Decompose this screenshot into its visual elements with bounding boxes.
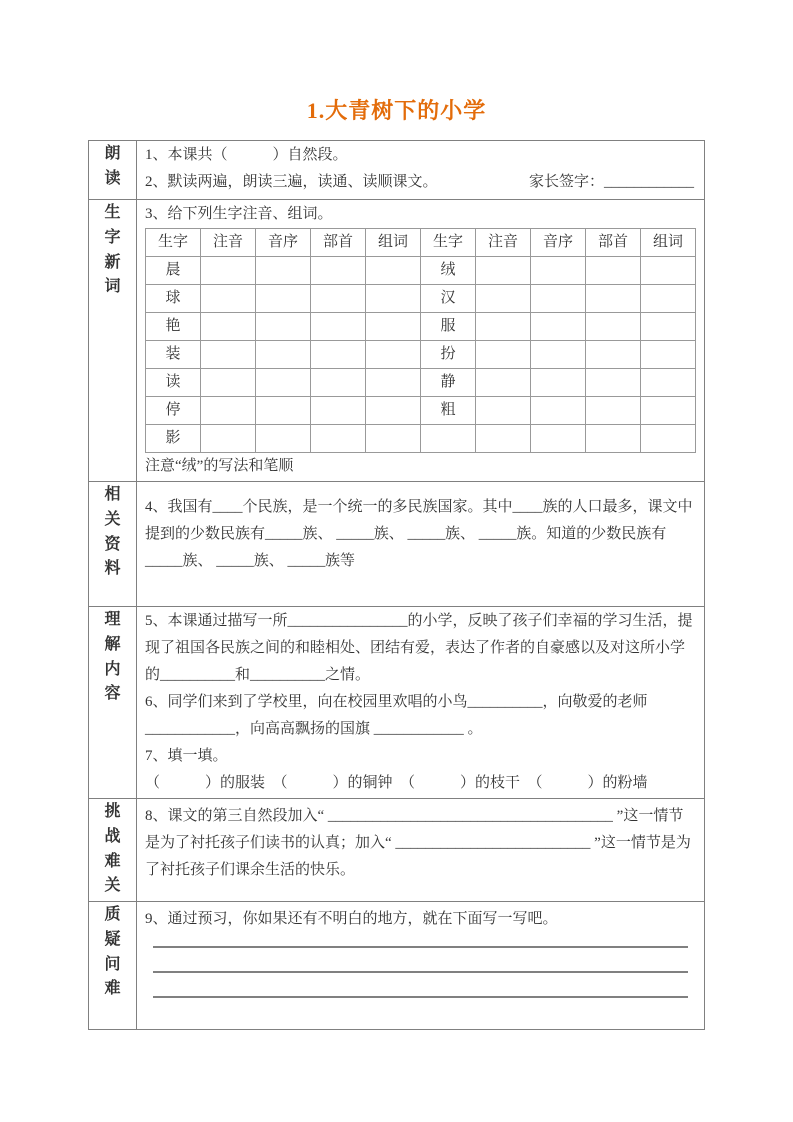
section-shengzi (89, 200, 705, 482)
char-table-cell: 晨 (146, 257, 201, 285)
char-table-cell (586, 369, 641, 397)
char-table-cell (256, 257, 311, 285)
char-table-cell (256, 341, 311, 369)
char-table-cell: 服 (421, 313, 476, 341)
section-label-cell (89, 141, 137, 200)
section-zhiyi (89, 902, 705, 1030)
char-table-cell (641, 257, 696, 285)
char-table-cell: 球 (146, 285, 201, 313)
char-table-header: 生字 (146, 229, 201, 257)
char-table-header: 部首 (586, 229, 641, 257)
char-table-cell (366, 285, 421, 313)
char-table-cell (256, 313, 311, 341)
char-table-cell (366, 425, 421, 453)
char-table-cell: 停 (146, 397, 201, 425)
char-table-cell (641, 285, 696, 313)
char-table-cell (256, 425, 311, 453)
char-table-cell (366, 397, 421, 425)
char-table-cell (311, 313, 366, 341)
section-label: 挑战难关 (104, 803, 121, 895)
char-table-cell (421, 425, 476, 453)
char-table-note: 注意“绒”的写法和笔顺 (145, 458, 294, 474)
task-7-label: 7、填一填。 (145, 748, 228, 764)
section-label: 相关资料 (104, 486, 121, 578)
task-7-fill: （ ）的服装 （ ）的铜钟 （ ）的枝干 （ ）的粉墙 (145, 775, 648, 791)
char-table-cell (256, 285, 311, 313)
char-table-cell (256, 369, 311, 397)
char-table-header: 部首 (311, 229, 366, 257)
section-label-cell (89, 902, 137, 1030)
task-8-text: 8、课文的第三自然段加入“ ______________________________________ ”这一情节是为了衬托孩子们读书的认真；加入“ __________________________ ”这一情节是为了衬托孩子们课余生活的快乐。 (145, 808, 691, 878)
answer-line (153, 996, 688, 998)
worksheet-table (88, 140, 705, 1030)
char-table (145, 228, 696, 453)
section-content (137, 200, 705, 482)
char-table-cell (476, 397, 531, 425)
char-table-cell: 扮 (421, 341, 476, 369)
char-table-cell (201, 257, 256, 285)
section-langdu (89, 141, 705, 200)
char-table-cell (476, 369, 531, 397)
char-table-cell (586, 257, 641, 285)
task-5-text: 5、本课通过描写一所________________的小学，反映了孩子们幸福的学习生活，提现了祖国各民族之间的和睦相处、团结有爱，表达了作者的自豪感以及对这所小学的__________和__________之情。 (145, 613, 693, 683)
section-content (137, 482, 705, 607)
char-table-cell (311, 341, 366, 369)
char-table-cell (201, 285, 256, 313)
char-table-cell (201, 313, 256, 341)
section-content (137, 607, 705, 799)
char-table-cell (366, 313, 421, 341)
char-table-cell (531, 369, 586, 397)
section-content (137, 799, 705, 902)
char-table-cell: 粗 (421, 397, 476, 425)
char-table-cell (201, 425, 256, 453)
char-table-cell: 影 (146, 425, 201, 453)
task-6-text: 6、同学们来到了学校里，向在校园里欢唱的小鸟__________，向敬爱的老师____________，向高高飘扬的国旗 ____________ 。 (145, 694, 648, 737)
char-table-cell (531, 313, 586, 341)
char-table-cell (641, 397, 696, 425)
section-content (137, 141, 705, 200)
section-label: 朗读 (104, 145, 121, 187)
answer-line (153, 946, 688, 948)
answer-line (153, 971, 688, 973)
section-label: 理解内容 (104, 611, 121, 703)
char-table-cell (586, 313, 641, 341)
char-table-cell (641, 341, 696, 369)
char-table-row (146, 369, 696, 397)
section-label-cell (89, 799, 137, 902)
section-tiaozhan (89, 799, 705, 902)
char-table-cell (201, 397, 256, 425)
section-label: 质疑问难 (104, 906, 121, 998)
task-9-prompt: 9、通过预习，你如果还有不明白的地方，就在下面写一写吧。 (145, 911, 558, 927)
char-table-row (146, 397, 696, 425)
char-table-header: 音序 (256, 229, 311, 257)
char-table-cell: 绒 (421, 257, 476, 285)
signature-blank: ____________ (604, 174, 694, 190)
char-table-row (146, 341, 696, 369)
parent-signature (529, 169, 696, 196)
answer-lines (145, 946, 696, 998)
section-label-cell (89, 607, 137, 799)
section-label-cell (89, 482, 137, 607)
char-table-cell (531, 397, 586, 425)
char-table-header: 注音 (201, 229, 256, 257)
char-table-cell (366, 257, 421, 285)
char-table-cell (476, 341, 531, 369)
char-table-header: 组词 (366, 229, 421, 257)
char-table-cell (586, 425, 641, 453)
char-table-cell (476, 425, 531, 453)
char-table-cell (531, 341, 586, 369)
char-table-row (146, 425, 696, 453)
char-table-header-row (146, 229, 696, 257)
char-table-cell (366, 341, 421, 369)
section-lijie (89, 607, 705, 799)
char-table-cell (531, 257, 586, 285)
char-table-cell (586, 341, 641, 369)
char-table-cell (256, 397, 311, 425)
char-table-header: 注音 (476, 229, 531, 257)
task-line-1: 1、本课共（ ）自然段。 (145, 147, 348, 163)
char-table-cell (311, 369, 366, 397)
page-title: 1.大青树下的小学 (306, 98, 487, 123)
char-table-row (146, 285, 696, 313)
char-table-cell (531, 285, 586, 313)
char-table-header: 音序 (531, 229, 586, 257)
char-table-cell (366, 369, 421, 397)
char-table-cell: 静 (421, 369, 476, 397)
char-table-cell (311, 257, 366, 285)
char-table-cell (476, 257, 531, 285)
char-table-cell (641, 425, 696, 453)
char-table-cell (531, 425, 586, 453)
section-label: 生字新词 (104, 204, 121, 296)
char-table-header: 生字 (421, 229, 476, 257)
char-table-cell: 读 (146, 369, 201, 397)
char-table-cell (586, 397, 641, 425)
char-table-header: 组词 (641, 229, 696, 257)
char-table-row (146, 257, 696, 285)
task-line-2-row (145, 169, 696, 196)
char-table-cell (311, 425, 366, 453)
section-content (137, 902, 705, 1030)
char-table-cell (201, 369, 256, 397)
char-table-cell (476, 313, 531, 341)
signature-label: 家长签字： (528, 174, 604, 190)
char-table-cell (311, 397, 366, 425)
section-label-cell (89, 200, 137, 482)
char-table-cell: 艳 (146, 313, 201, 341)
char-table-cell: 装 (146, 341, 201, 369)
char-table-cell (641, 313, 696, 341)
char-table-cell (476, 285, 531, 313)
char-table-row (146, 313, 696, 341)
task-4-text: 4、我国有____个民族，是一个统一的多民族国家。其中____族的人口最多，课文中提到的少数民族有_____族、 _____族、 _____族、 _____族。知道的少数民族有_____族、 _____族、 _____族等 (145, 499, 693, 569)
section-xiangguan (89, 482, 705, 607)
char-table-cell: 汉 (421, 285, 476, 313)
char-table-cell (311, 285, 366, 313)
char-table-intro: 3、给下列生字注音、组词。 (145, 206, 333, 222)
char-table-cell (586, 285, 641, 313)
char-table-cell (201, 341, 256, 369)
task-line-2: 2、默读两遍，朗读三遍，读通、读顺课文。 (145, 174, 438, 190)
char-table-cell (641, 369, 696, 397)
